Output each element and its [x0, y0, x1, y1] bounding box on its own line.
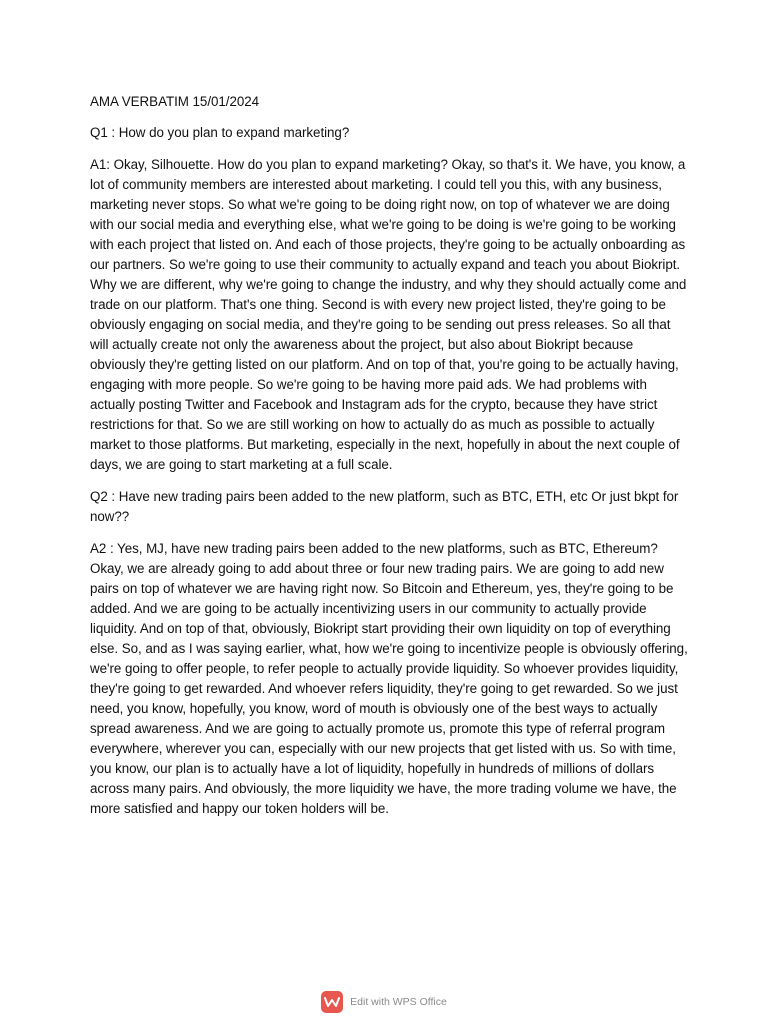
answer-1: A1: Okay, Silhouette. How do you plan to expand marketing? Okay, so that's it. We have, you know, a lot of community members are interested about marketing. I could tell you this, with any business, marketing never stops. So what we're going to be doing right now, on top of whatever we are doing with our social media and everything else, what we're going to be doing is we're going to be working with each project that listed on. And each of those projects, they're going to be actually onboarding as our partners. So we're going to use their community to actually expand and teach you about Biokript. Why we are different, why we're going to change the industry, and why they should actually come and trade on our platform. That's one thing. Second is with every new project listed, they're going to be obviously engaging on social media, and they're going to be sending out press releases. So all that will actually create not only the awareness about the project, but also about Biokript because obviously they're getting listed on our platform. And on top of that, you're going to be actually having, engaging with more people. So we're going to be having more paid ads. We had problems with actually posting Twitter and Facebook and Instagram ads for the crypto, because they have strict restrictions for that. So we are still working on how to actually do as much as possible to actually market to those platforms. But marketing, especially in the next, hopefully in about the next couple of days, we are going to start marketing at a full scale.: [90, 157, 687, 472]
footer-text: Edit with WPS Office: [350, 996, 447, 1008]
wps-logo-icon: [321, 991, 343, 1013]
wps-footer-link[interactable]: [0, 989, 768, 1015]
document-body: [90, 92, 690, 831]
question-2: Q2 : Have new trading pairs been added to the new platform, such as BTC, ETH, etc Or just bkpt for now??: [90, 489, 679, 524]
answer-2: A2 : Yes, MJ, have new trading pairs been added to the new platforms, such as BTC, Ethereum? Okay, we are already going to add about three or four new trading pairs. We are going to add new pairs on top of whatever we are having right now. So Bitcoin and Ethereum, yes, they're going to be added. And we are going to be actually incentivizing users in our community to actually provide liquidity. And on top of that, obviously, Biokript start providing their own liquidity on top of everything else. So, and as I was saying earlier, what, how we're going to incentivize people is obviously offering, we're going to offer people, to refer people to actually provide liquidity. So whoever provides liquidity, they're going to get rewarded. And whoever refers liquidity, they're going to get rewarded. So we just need, you know, hopefully, you know, word of mouth is obviously one of the best ways to actually spread awareness. And we are going to actually promote us, promote this type of referral program everywhere, wherever you can, especially with our new projects that get listed with us. So with time, you know, our plan is to actually have a lot of liquidity, hopefully in hundreds of millions of dollars across many pairs. And obviously, the more liquidity we have, the more trading volume we have, the more satisfied and happy our token holders will be.: [90, 541, 688, 816]
question-1: Q1 : How do you plan to expand marketing?: [90, 125, 350, 140]
document-title: AMA VERBATIM 15/01/2024: [90, 94, 260, 109]
